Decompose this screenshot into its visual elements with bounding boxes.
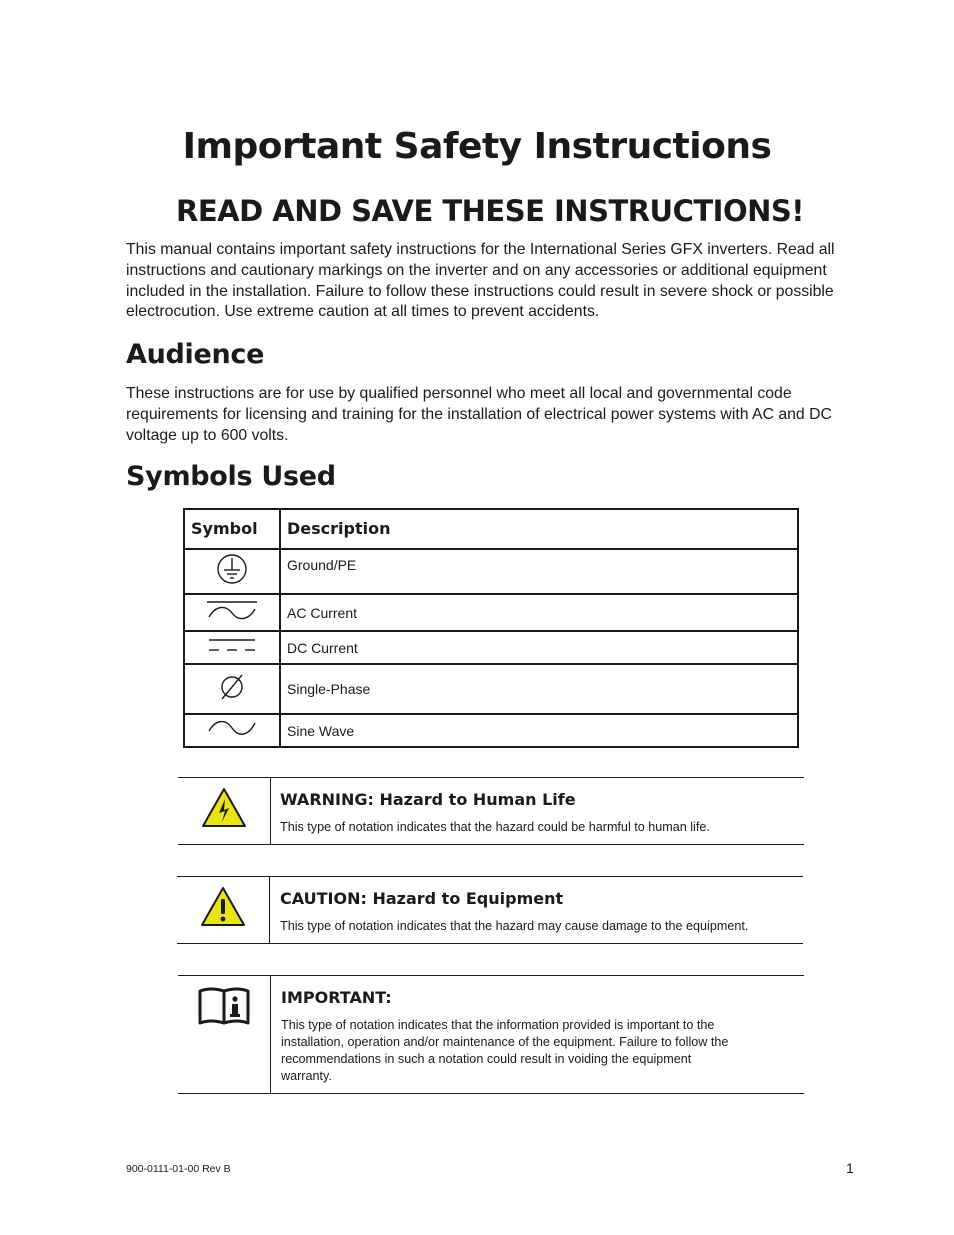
table-header-row — [184, 509, 798, 549]
info-book-icon — [197, 985, 251, 1025]
dc-current-icon — [206, 633, 258, 657]
important-notice — [178, 975, 804, 1094]
high-voltage-warning-icon — [200, 786, 248, 830]
intro-paragraph: This manual contains important safety instructions for the International Series GFX inverters. Read all instructions and cautionary markings on the inverter and on any accessories or additional equipment included in the installation. Failure to follow these instructions could result in severe shock or possible electrocution. Use extreme caution at all times to prevent accidents. — [126, 241, 835, 321]
row-description: Sine Wave — [280, 714, 798, 747]
ac-current-icon — [204, 595, 260, 625]
page-title: Important Safety Instructions — [182, 126, 772, 167]
table-row — [184, 631, 798, 664]
sine-wave-icon — [204, 715, 260, 741]
table-row — [184, 714, 798, 747]
table-row — [184, 549, 798, 594]
symbols-heading: Symbols Used — [126, 461, 336, 492]
row-description: Ground/PE — [280, 549, 798, 594]
symbol-column-header: Symbol — [184, 509, 280, 549]
symbols-table — [183, 508, 799, 748]
table-row — [184, 664, 798, 714]
caution-title: CAUTION: Hazard to Equipment — [280, 889, 564, 908]
important-body: This type of notation indicates that the information provided is important to the installation, operation and/or maintenance of the equipment. Failure to follow the recommendations in such a notation could result in voiding the equipment warranty. — [281, 1018, 729, 1083]
audience-heading: Audience — [126, 339, 265, 370]
table-row — [184, 594, 798, 631]
single-phase-icon — [217, 672, 247, 702]
important-title: IMPORTANT: — [281, 988, 392, 1007]
description-column-header: Description — [280, 509, 798, 549]
page-number: 1 — [846, 1160, 854, 1176]
row-description: DC Current — [280, 631, 798, 664]
document-number: 900-0111-01-00 Rev B — [126, 1163, 231, 1175]
caution-exclamation-icon — [199, 885, 247, 929]
warning-body: This type of notation indicates that the hazard could be harmful to human life. — [280, 820, 710, 834]
ground-pe-icon — [215, 552, 249, 586]
page-subtitle: READ AND SAVE THESE INSTRUCTIONS! — [176, 194, 804, 228]
caution-body: This type of notation indicates that the hazard may cause damage to the equipment. — [280, 919, 749, 933]
warning-title: WARNING: Hazard to Human Life — [280, 790, 576, 809]
audience-paragraph: These instructions are for use by qualified personnel who meet all local and governmental code requirements for licensing and training for the installation of electrical power systems with AC and DC voltage up to 600 volts. — [126, 385, 832, 444]
caution-notice — [177, 876, 803, 944]
warning-notice — [178, 777, 804, 845]
row-description: Single-Phase — [280, 664, 798, 714]
row-description: AC Current — [280, 594, 798, 631]
